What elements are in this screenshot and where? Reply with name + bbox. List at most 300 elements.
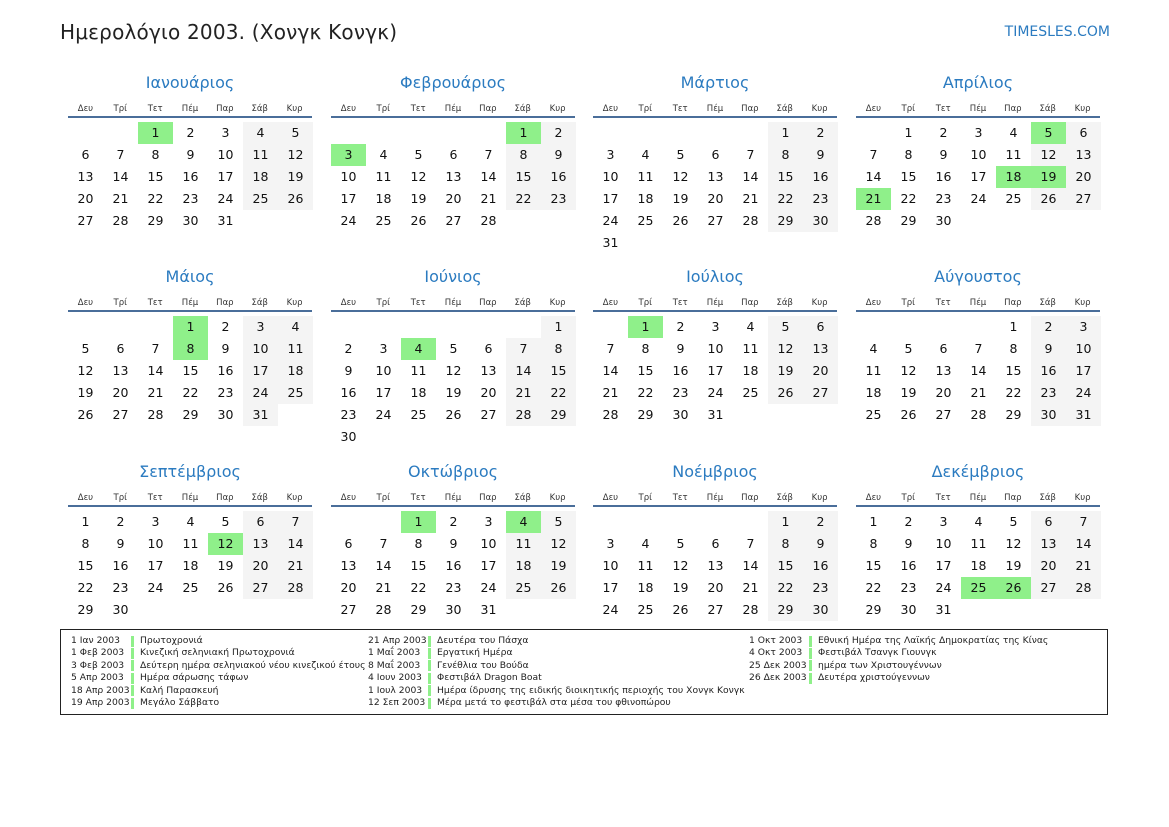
day-cell: 20 [340, 580, 357, 595]
empty-cell [401, 122, 436, 144]
day-cell: 6 [344, 536, 353, 551]
weekday-label: Δευ [77, 493, 94, 503]
day-cell: 24 [217, 191, 234, 206]
holiday-day-cell: 19 [1031, 166, 1066, 188]
day-cell: 9 [221, 341, 230, 356]
day-cell: 20 [445, 191, 462, 206]
day-cell: 16 [935, 169, 952, 184]
weekday-label: Παρ [479, 493, 497, 503]
legend-date: 1 Ιουλ 2003 [368, 684, 423, 696]
day-cell: 20 [707, 191, 724, 206]
weekday-label: Κυρ [286, 104, 303, 114]
day-cell: 6 [81, 147, 90, 162]
day-cell: 18 [742, 363, 759, 378]
holiday-color-marker [131, 648, 134, 659]
month-name: Ιούνιος [424, 267, 482, 286]
weekday-label: Τρί [376, 493, 391, 503]
day-cell: 27 [77, 213, 94, 228]
empty-cell [698, 122, 733, 144]
day-cell: 27 [243, 577, 278, 599]
day-cell: 30 [1031, 404, 1066, 426]
weekday-label: Τετ [935, 493, 951, 503]
day-cell: 1 [1009, 319, 1018, 334]
day-cell: 23 [900, 580, 917, 595]
weekday-label: Τρί [901, 493, 916, 503]
weekday-label: Τετ [147, 298, 163, 308]
day-cell: 11 [1005, 147, 1022, 162]
day-cell: 7 [869, 147, 878, 162]
weekday-label: Σάβ [776, 298, 793, 308]
day-cell: 19 [768, 360, 803, 382]
day-cell: 22 [410, 580, 427, 595]
legend-date: 1 Φεβ 2003 [71, 647, 125, 659]
legend-item [71, 635, 365, 647]
day-cell: 13 [1066, 144, 1101, 166]
day-cell: 11 [637, 169, 654, 184]
day-cell: 28 [506, 404, 541, 426]
day-cell: 21 [1066, 555, 1101, 577]
day-cell: 13 [480, 363, 497, 378]
weekday-label: Πέμ [444, 104, 462, 114]
day-cell: 17 [243, 360, 278, 382]
month-calendar [68, 72, 312, 232]
day-cell: 4 [641, 536, 650, 551]
weekday-label: Πέμ [444, 493, 462, 503]
weekday-label: Δευ [865, 493, 882, 503]
day-cell: 13 [803, 338, 838, 360]
day-grid [593, 122, 837, 254]
day-cell: 17 [602, 191, 619, 206]
day-cell: 29 [1005, 407, 1022, 422]
legend-item [368, 647, 745, 659]
month-name: Ιανουάριος [145, 73, 235, 92]
day-cell: 21 [112, 191, 129, 206]
holiday-color-marker [428, 698, 431, 709]
day-cell: 22 [768, 577, 803, 599]
day-cell: 28 [602, 407, 619, 422]
day-cell: 17 [480, 558, 497, 573]
day-cell: 10 [935, 536, 952, 551]
weekday-label: Πέμ [969, 493, 987, 503]
day-cell: 10 [243, 338, 278, 360]
day-cell: 31 [1066, 404, 1101, 426]
day-cell: 19 [445, 385, 462, 400]
month-name: Σεπτέμβριος [139, 462, 241, 481]
holiday-color-marker [428, 636, 431, 647]
day-cell: 22 [768, 188, 803, 210]
day-cell: 24 [480, 580, 497, 595]
day-cell: 2 [803, 511, 838, 533]
holiday-color-marker [428, 685, 431, 696]
day-cell: 28 [278, 577, 313, 599]
day-cell: 1 [81, 514, 90, 529]
day-cell: 12 [77, 363, 94, 378]
weekday-label: Τρί [113, 298, 128, 308]
legend-date: 12 Σεπ 2003 [368, 696, 426, 708]
legend-date: 25 Δεκ 2003 [749, 659, 807, 671]
legend-holiday-name: Ημέρα σάρωσης τάφων [140, 672, 249, 684]
weekday-label: Τρί [901, 104, 916, 114]
legend-item [749, 635, 1048, 647]
day-cell: 15 [147, 169, 164, 184]
holiday-color-marker [809, 660, 812, 671]
day-cell: 24 [375, 407, 392, 422]
day-cell: 29 [541, 404, 576, 426]
day-cell: 6 [711, 147, 720, 162]
weekday-header [856, 288, 1100, 312]
day-cell: 12 [445, 363, 462, 378]
weekday-header [68, 288, 312, 312]
day-cell: 26 [768, 382, 803, 404]
day-cell: 26 [278, 188, 313, 210]
day-cell: 23 [1031, 382, 1066, 404]
holiday-color-marker [131, 685, 134, 696]
day-cell: 21 [742, 191, 759, 206]
day-cell: 20 [803, 360, 838, 382]
day-cell: 31 [707, 407, 724, 422]
day-cell: 14 [742, 169, 759, 184]
day-cell: 27 [707, 213, 724, 228]
day-cell: 13 [243, 533, 278, 555]
day-cell: 7 [746, 147, 755, 162]
day-cell: 25 [278, 382, 313, 404]
day-cell: 23 [182, 191, 199, 206]
day-cell: 7 [116, 147, 125, 162]
day-cell: 29 [900, 213, 917, 228]
day-cell: 5 [676, 147, 685, 162]
day-cell: 5 [541, 511, 576, 533]
day-grid [331, 316, 575, 448]
legend-holiday-name: ημέρα των Χριστουγέννων [818, 659, 942, 671]
day-cell: 13 [445, 169, 462, 184]
holiday-day-cell: 26 [996, 577, 1031, 599]
day-cell: 14 [147, 363, 164, 378]
holiday-day-cell: 25 [961, 577, 996, 599]
day-cell: 27 [1066, 188, 1101, 210]
legend-date: 4 Οκτ 2003 [749, 647, 803, 659]
weekday-label: Κυρ [549, 298, 566, 308]
day-cell: 16 [182, 169, 199, 184]
day-cell: 2 [1031, 316, 1066, 338]
day-cell: 20 [480, 385, 497, 400]
empty-cell [401, 316, 436, 338]
empty-cell [733, 511, 768, 533]
day-cell: 7 [278, 511, 313, 533]
day-cell: 15 [182, 363, 199, 378]
day-cell: 22 [506, 188, 541, 210]
day-cell: 27 [707, 602, 724, 617]
day-cell: 9 [676, 341, 685, 356]
weekday-label: Τετ [935, 104, 951, 114]
day-cell: 22 [865, 580, 882, 595]
day-cell: 10 [707, 341, 724, 356]
day-cell: 16 [541, 166, 576, 188]
legend-holiday-name: Πρωτοχρονιά [140, 635, 203, 646]
empty-cell [436, 316, 471, 338]
weekday-label: Κυρ [286, 298, 303, 308]
legend-column [71, 635, 365, 709]
day-cell: 12 [541, 533, 576, 555]
day-cell: 28 [480, 213, 497, 228]
day-cell: 11 [970, 536, 987, 551]
month-calendar [856, 266, 1100, 426]
day-cell: 9 [803, 533, 838, 555]
day-cell: 13 [707, 169, 724, 184]
day-cell: 27 [803, 382, 838, 404]
weekday-label: Σάβ [1039, 493, 1056, 503]
empty-cell [628, 511, 663, 533]
weekday-label: Παρ [216, 104, 234, 114]
empty-cell [68, 316, 103, 338]
empty-cell [506, 316, 541, 338]
day-cell: 23 [340, 407, 357, 422]
day-cell: 31 [480, 602, 497, 617]
weekday-label: Κυρ [811, 493, 828, 503]
day-cell: 23 [803, 188, 838, 210]
empty-cell [593, 511, 628, 533]
weekday-label: Τρί [901, 298, 916, 308]
day-cell: 6 [1031, 511, 1066, 533]
day-cell: 28 [112, 213, 129, 228]
day-cell: 23 [445, 580, 462, 595]
legend-item [368, 697, 745, 709]
day-cell: 22 [182, 385, 199, 400]
day-cell: 18 [865, 385, 882, 400]
weekday-label: Δευ [865, 104, 882, 114]
day-cell: 8 [151, 147, 160, 162]
empty-cell [103, 122, 138, 144]
legend-column [368, 635, 745, 709]
day-cell: 17 [970, 169, 987, 184]
day-cell: 10 [602, 169, 619, 184]
day-cell: 24 [1066, 382, 1101, 404]
weekday-label: Παρ [1004, 104, 1022, 114]
day-cell: 25 [375, 213, 392, 228]
day-cell: 19 [672, 580, 689, 595]
day-cell: 2 [676, 319, 685, 334]
day-cell: 9 [541, 144, 576, 166]
day-cell: 19 [672, 191, 689, 206]
day-cell: 19 [217, 558, 234, 573]
day-cell: 11 [182, 536, 199, 551]
weekday-header [68, 483, 312, 507]
day-cell: 16 [803, 555, 838, 577]
day-cell: 25 [637, 213, 654, 228]
weekday-label: Παρ [1004, 298, 1022, 308]
day-cell: 10 [970, 147, 987, 162]
day-cell: 3 [606, 536, 615, 551]
weekday-label: Παρ [479, 298, 497, 308]
month-calendar [593, 266, 837, 426]
month-name: Μάιος [165, 267, 215, 286]
day-cell: 30 [900, 602, 917, 617]
day-cell: 10 [375, 363, 392, 378]
legend-item [749, 672, 1048, 684]
legend-item [71, 672, 365, 684]
day-cell: 6 [449, 147, 458, 162]
day-cell: 21 [742, 580, 759, 595]
day-cell: 13 [1031, 533, 1066, 555]
day-cell: 20 [1066, 166, 1101, 188]
day-cell: 12 [1031, 144, 1066, 166]
empty-cell [628, 122, 663, 144]
weekday-label: Σάβ [251, 104, 268, 114]
day-cell: 10 [480, 536, 497, 551]
weekday-label: Πέμ [181, 493, 199, 503]
empty-cell [856, 122, 891, 144]
day-cell: 3 [939, 514, 948, 529]
day-cell: 3 [151, 514, 160, 529]
day-cell: 5 [221, 514, 230, 529]
day-cell: 13 [707, 558, 724, 573]
day-cell: 2 [186, 125, 195, 140]
legend-holiday-name: Δεύτερη ημέρα σεληνιακού νέου κινεζικού έτους [140, 659, 366, 671]
day-cell: 30 [803, 599, 838, 621]
day-cell: 3 [221, 125, 230, 140]
legend-date: 5 Απρ 2003 [71, 672, 124, 684]
day-cell: 11 [410, 363, 427, 378]
legend-item [71, 647, 365, 659]
day-cell: 14 [602, 363, 619, 378]
holiday-color-marker [809, 636, 812, 647]
day-cell: 25 [410, 407, 427, 422]
weekday-label: Πέμ [706, 493, 724, 503]
day-cell: 7 [151, 341, 160, 356]
day-cell: 23 [541, 188, 576, 210]
day-cell: 18 [637, 580, 654, 595]
day-cell: 28 [1066, 577, 1101, 599]
day-cell: 27 [445, 213, 462, 228]
day-cell: 10 [147, 536, 164, 551]
legend-item [71, 685, 365, 697]
day-cell: 4 [641, 147, 650, 162]
legend-column [749, 635, 1048, 685]
day-cell: 25 [637, 602, 654, 617]
holiday-color-marker [131, 698, 134, 709]
empty-cell [436, 122, 471, 144]
empty-cell [926, 316, 961, 338]
day-cell: 15 [900, 169, 917, 184]
weekday-label: Παρ [216, 493, 234, 503]
day-cell: 11 [375, 169, 392, 184]
day-cell: 30 [112, 602, 129, 617]
holiday-day-cell: 4 [401, 338, 436, 360]
day-cell: 18 [182, 558, 199, 573]
weekday-label: Κυρ [1074, 104, 1091, 114]
day-cell: 22 [77, 580, 94, 595]
day-cell: 20 [935, 385, 952, 400]
day-cell: 5 [904, 341, 913, 356]
day-cell: 21 [375, 580, 392, 595]
month-name: Νοέμβριος [672, 462, 758, 481]
day-cell: 22 [147, 191, 164, 206]
legend-date: 1 Μαΐ 2003 [368, 647, 421, 659]
month-name: Ιούλιος [686, 267, 744, 286]
weekday-label: Παρ [741, 104, 759, 114]
day-cell: 1 [904, 125, 913, 140]
legend-holiday-name: Φεστιβάλ Τσανγκ Γιουνγκ [818, 647, 937, 659]
holiday-color-marker [809, 648, 812, 659]
day-cell: 6 [484, 341, 493, 356]
empty-cell [856, 316, 891, 338]
day-cell: 16 [445, 558, 462, 573]
day-cell: 8 [641, 341, 650, 356]
day-cell: 11 [637, 558, 654, 573]
weekday-header [593, 483, 837, 507]
legend-date: 1 Ιαν 2003 [71, 635, 120, 646]
day-cell: 24 [147, 580, 164, 595]
day-cell: 23 [217, 385, 234, 400]
day-grid [68, 511, 312, 621]
weekday-header [593, 94, 837, 118]
day-cell: 30 [217, 407, 234, 422]
month-calendar [68, 461, 312, 621]
day-cell: 18 [243, 166, 278, 188]
day-cell: 17 [217, 169, 234, 184]
weekday-label: Πέμ [706, 298, 724, 308]
day-cell: 19 [541, 555, 576, 577]
holiday-day-cell: 1 [628, 316, 663, 338]
weekday-label: Κυρ [811, 104, 828, 114]
month-calendar [331, 461, 575, 621]
weekday-label: Τρί [638, 298, 653, 308]
day-cell: 18 [278, 360, 313, 382]
weekday-label: Κυρ [549, 104, 566, 114]
day-grid [331, 122, 575, 232]
day-cell: 15 [541, 360, 576, 382]
holiday-color-marker [428, 660, 431, 671]
day-cell: 30 [672, 407, 689, 422]
legend-holiday-name: Γενέθλια του Βούδα [437, 659, 529, 671]
day-cell: 5 [449, 341, 458, 356]
day-cell: 3 [606, 147, 615, 162]
day-cell: 19 [1005, 558, 1022, 573]
weekday-label: Παρ [216, 298, 234, 308]
day-cell: 16 [112, 558, 129, 573]
day-cell: 28 [742, 213, 759, 228]
day-cell: 10 [340, 169, 357, 184]
day-cell: 13 [112, 363, 129, 378]
day-cell: 26 [900, 407, 917, 422]
month-name: Φεβρουάριος [400, 73, 506, 92]
weekday-label: Πέμ [969, 104, 987, 114]
legend-holiday-name: Εργατική Ημέρα [437, 647, 513, 659]
weekday-label: Τετ [672, 298, 688, 308]
weekday-label: Δευ [602, 493, 619, 503]
day-cell: 21 [506, 382, 541, 404]
day-cell: 26 [77, 407, 94, 422]
day-cell: 27 [935, 407, 952, 422]
day-cell: 1 [768, 511, 803, 533]
day-grid [856, 316, 1100, 426]
weekday-label: Τρί [113, 104, 128, 114]
day-cell: 24 [602, 213, 619, 228]
day-cell: 18 [970, 558, 987, 573]
day-cell: 14 [970, 363, 987, 378]
day-cell: 3 [1066, 316, 1101, 338]
legend-item [368, 635, 745, 647]
day-cell: 16 [803, 166, 838, 188]
day-cell: 25 [506, 577, 541, 599]
day-cell: 27 [340, 602, 357, 617]
day-cell: 9 [904, 536, 913, 551]
holiday-color-marker [131, 636, 134, 647]
brand-link[interactable]: TIMESLES.COM [1004, 24, 1110, 40]
empty-cell [366, 122, 401, 144]
weekday-header [331, 483, 575, 507]
day-grid [331, 511, 575, 621]
day-cell: 29 [768, 599, 803, 621]
